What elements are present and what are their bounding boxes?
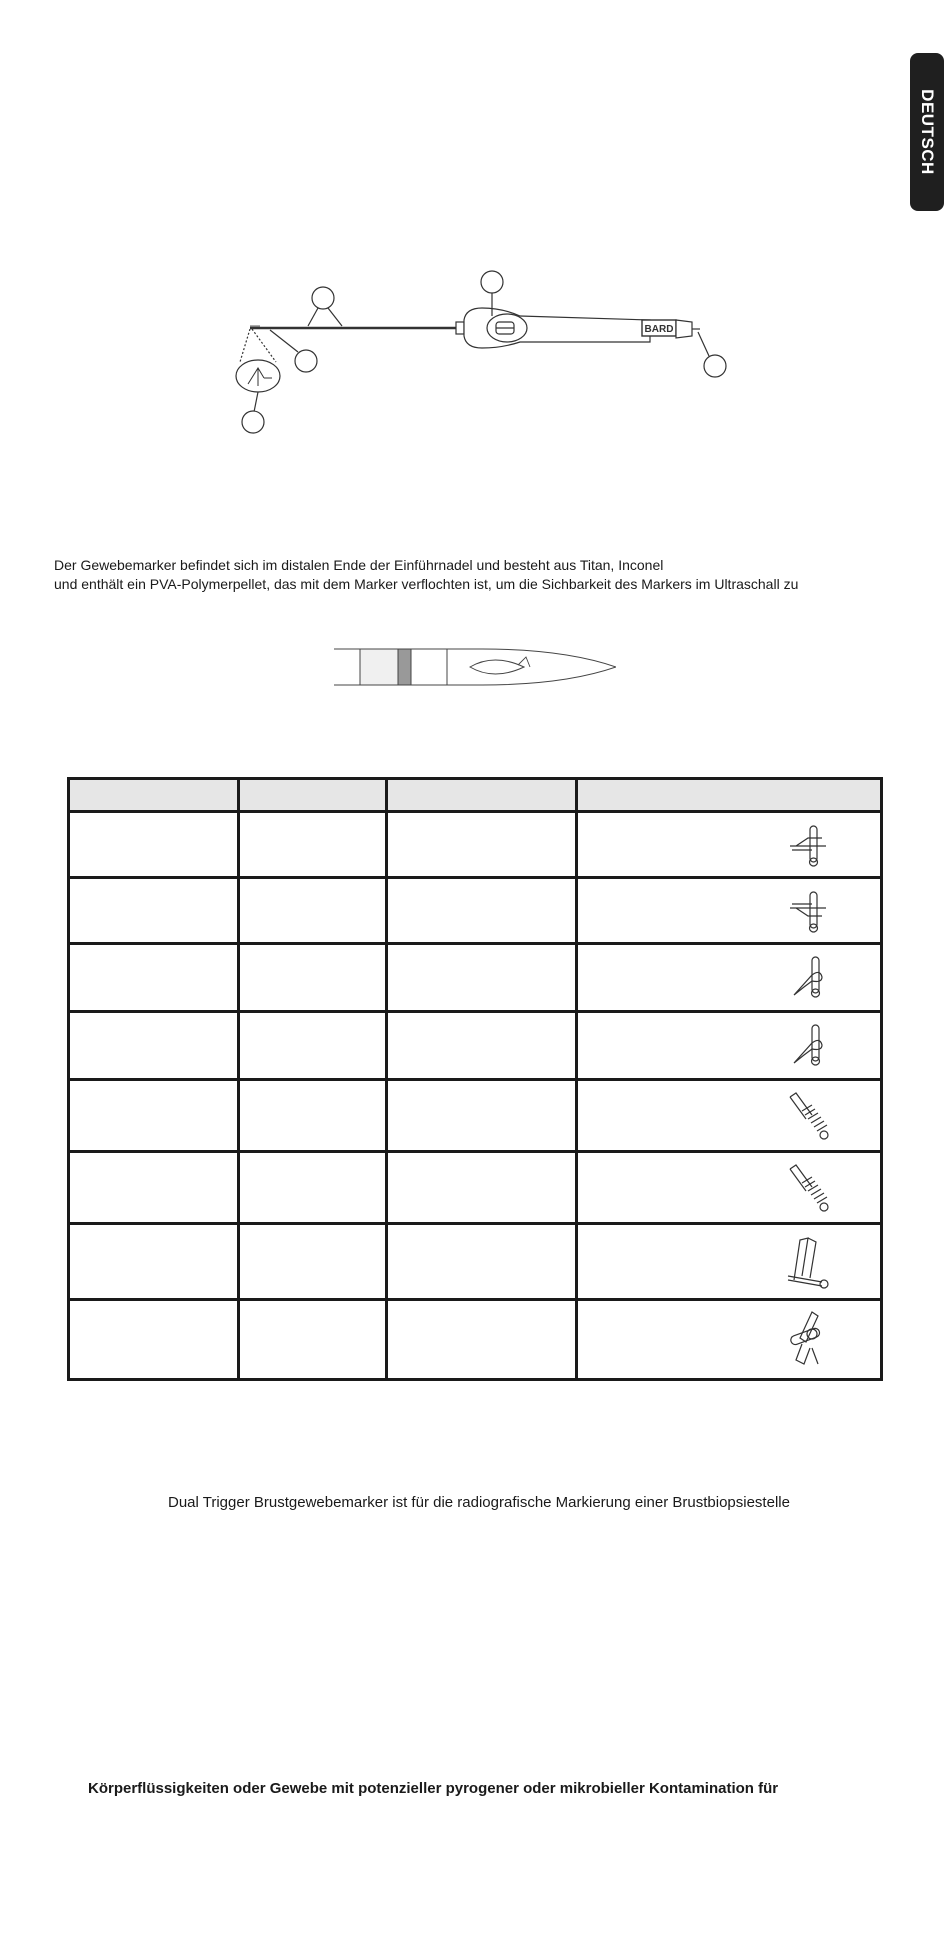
table-row	[69, 878, 882, 944]
device-figure	[220, 262, 730, 447]
table-cell	[239, 944, 387, 1012]
table-cell	[577, 944, 882, 1012]
marker-ribbon-icon	[782, 820, 832, 870]
table-row	[69, 1224, 882, 1300]
table-cell	[69, 1012, 239, 1080]
table-cell	[577, 1300, 882, 1380]
table-header-row	[69, 779, 882, 812]
callout-circle	[704, 355, 726, 377]
table-cell	[577, 1012, 882, 1080]
table-header-cell	[69, 779, 239, 812]
table-cell	[387, 1012, 577, 1080]
language-tab	[910, 53, 944, 211]
description-line: und enthält ein PVA-Polymerpellet, das mit dem Marker verflochten ist, um die Sichbarkeit des Markers im Ultraschall zu	[54, 576, 799, 592]
table-cell	[239, 812, 387, 878]
marker-loop-icon	[782, 953, 832, 1003]
marker-coil-icon	[782, 1089, 832, 1143]
table-cell	[387, 1300, 577, 1380]
callout-circle	[312, 287, 334, 309]
table-cell	[239, 1080, 387, 1152]
table-header-cell	[577, 779, 882, 812]
table-cell	[387, 1224, 577, 1300]
table-cell	[387, 878, 577, 944]
table-row	[69, 812, 882, 878]
table-cell	[387, 944, 577, 1012]
table-row	[69, 944, 882, 1012]
contamination-warning: Körperflüssigkeiten oder Gewebe mit potenzieller pyrogener oder mikrobieller Kontamination für	[88, 1780, 779, 1797]
table-cell	[577, 1224, 882, 1300]
table-cell	[239, 1152, 387, 1224]
table-row	[69, 1012, 882, 1080]
table-header-cell	[387, 779, 577, 812]
table-cell	[239, 1300, 387, 1380]
table-cell	[577, 812, 882, 878]
description-line: Der Gewebemarker befindet sich im distalen Ende der Einführnadel und besteht aus Titan, Inconel	[54, 557, 664, 573]
table-cell	[69, 1080, 239, 1152]
table-cell	[69, 1300, 239, 1380]
table-cell	[239, 1224, 387, 1300]
callout-circle	[242, 411, 264, 433]
table-cell	[69, 1224, 239, 1300]
table-cell	[387, 1080, 577, 1152]
needle-tip-figure	[334, 643, 616, 691]
language-tab-label: DEUTSCH	[918, 89, 937, 175]
marker-ribbon-icon	[782, 886, 832, 936]
table-cell	[69, 878, 239, 944]
callout-circle	[481, 271, 503, 293]
marker-loop-icon	[782, 1021, 832, 1071]
intended-use-text: Dual Trigger Brustgewebemarker ist für die radiografische Markierung einer Brustbiopsiestelle	[168, 1494, 790, 1511]
marker-description	[54, 556, 798, 594]
device-brand: BARD	[644, 324, 674, 335]
table-cell	[239, 1012, 387, 1080]
table-row	[69, 1152, 882, 1224]
table-cell	[577, 1080, 882, 1152]
callout-circle	[295, 350, 317, 372]
marker-table	[67, 777, 883, 1381]
table-row	[69, 1080, 882, 1152]
table-cell	[577, 878, 882, 944]
table-header-cell	[239, 779, 387, 812]
table-cell	[69, 1152, 239, 1224]
marker-coil-icon	[782, 1161, 832, 1215]
table-cell	[239, 878, 387, 944]
table-cell	[387, 1152, 577, 1224]
marker-clip-icon	[782, 1232, 832, 1292]
table-cell	[69, 944, 239, 1012]
marker-twist-icon	[782, 1308, 832, 1372]
table-cell	[387, 812, 577, 878]
table-row	[69, 1300, 882, 1380]
table-cell	[69, 812, 239, 878]
table-cell	[577, 1152, 882, 1224]
